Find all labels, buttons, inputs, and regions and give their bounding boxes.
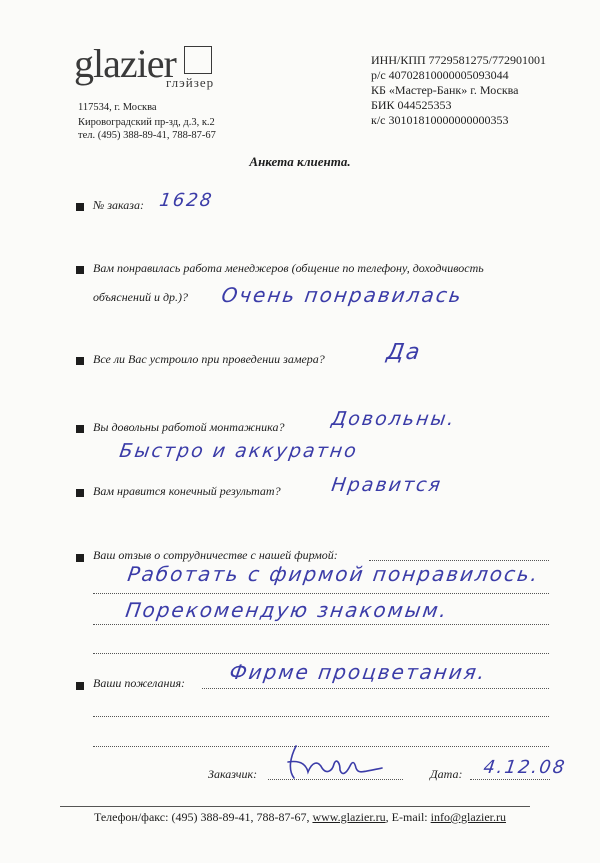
question-result: Вам нравится конечный результат? — [93, 484, 281, 498]
logo-square-icon — [184, 46, 212, 74]
footer-divider — [60, 806, 530, 807]
bullet-icon — [76, 489, 84, 497]
answer-feedback-line1: Работать с фирмой понравилось. — [126, 562, 542, 586]
bullet-icon — [76, 266, 84, 274]
answer-measure: Да — [385, 340, 424, 365]
footer-email-link[interactable]: info@glazier.ru — [430, 810, 507, 824]
bank-inn: ИНН/КПП 7729581275/772901001 — [371, 53, 547, 67]
answer-line — [93, 593, 549, 594]
logo-wordmark: glazier — [74, 41, 176, 86]
answer-line — [93, 653, 549, 654]
bullet-icon — [76, 682, 84, 690]
bullet-icon — [76, 425, 84, 433]
question-installer: Вы довольны работой монтажника? — [93, 420, 285, 434]
footer-phone: Телефон/факс: (495) 388-89-41, 788-87-67, — [93, 810, 313, 824]
question-feedback: Ваш отзыв о сотрудничестве с нашей фирмой: — [93, 548, 338, 562]
answer-result: Нравится — [330, 474, 444, 496]
footer-contacts — [0, 810, 600, 825]
question-managers-line1: Вам понравилась работа менеджеров (общение по телефону, доходчивость — [93, 261, 484, 275]
bullet-icon — [76, 203, 84, 211]
question-managers-line2: объяснений и др.)? — [93, 290, 189, 304]
footer-website-link[interactable]: www.glazier.ru — [312, 810, 386, 824]
customer-label: Заказчик: — [208, 767, 258, 781]
bank-bik: БИК 044525353 — [371, 98, 452, 112]
logo-subtitle: глэйзер — [166, 75, 215, 90]
answer-installer-line1: Довольны. — [330, 408, 458, 430]
customer-signature — [282, 738, 387, 783]
answer-installer-line2: Быстро и аккуратно — [118, 440, 360, 462]
date-line — [470, 779, 550, 780]
order-value: 1628 — [158, 190, 215, 211]
address-phone: тел. (495) 388-89-41, 788-87-67 — [78, 130, 216, 141]
answer-feedback-line2: Порекомендую знакомым. — [124, 598, 450, 622]
address-line-1: 117534, г. Москва — [78, 102, 157, 113]
date-value: 4.12.08 — [482, 757, 568, 778]
bank-account: р/с 40702810000005093044 — [371, 68, 509, 82]
footer-email-label: , E-mail: — [385, 810, 431, 824]
company-logo — [74, 41, 224, 94]
order-label: № заказа: — [93, 198, 144, 212]
date-label: Дата: — [430, 767, 463, 781]
answer-line — [93, 716, 549, 717]
form-title: Анкета клиента. — [249, 154, 351, 169]
question-wishes: Ваши пожелания: — [93, 676, 186, 690]
answer-line — [202, 688, 549, 689]
bank-corr-account: к/с 30101810000000000353 — [371, 113, 509, 127]
address-line-2: Кировоградский пр-зд, д.3, к.2 — [78, 117, 215, 128]
question-measure: Все ли Вас устроило при проведении замера? — [93, 352, 325, 366]
bank-name: КБ «Мастер-Банк» г. Москва — [371, 83, 519, 97]
answer-wishes: Фирме процветания. — [228, 660, 489, 684]
bullet-icon — [76, 554, 84, 562]
answer-line — [369, 560, 549, 561]
bullet-icon — [76, 357, 84, 365]
answer-line — [93, 624, 549, 625]
answer-managers: Очень понравилась — [220, 283, 465, 307]
